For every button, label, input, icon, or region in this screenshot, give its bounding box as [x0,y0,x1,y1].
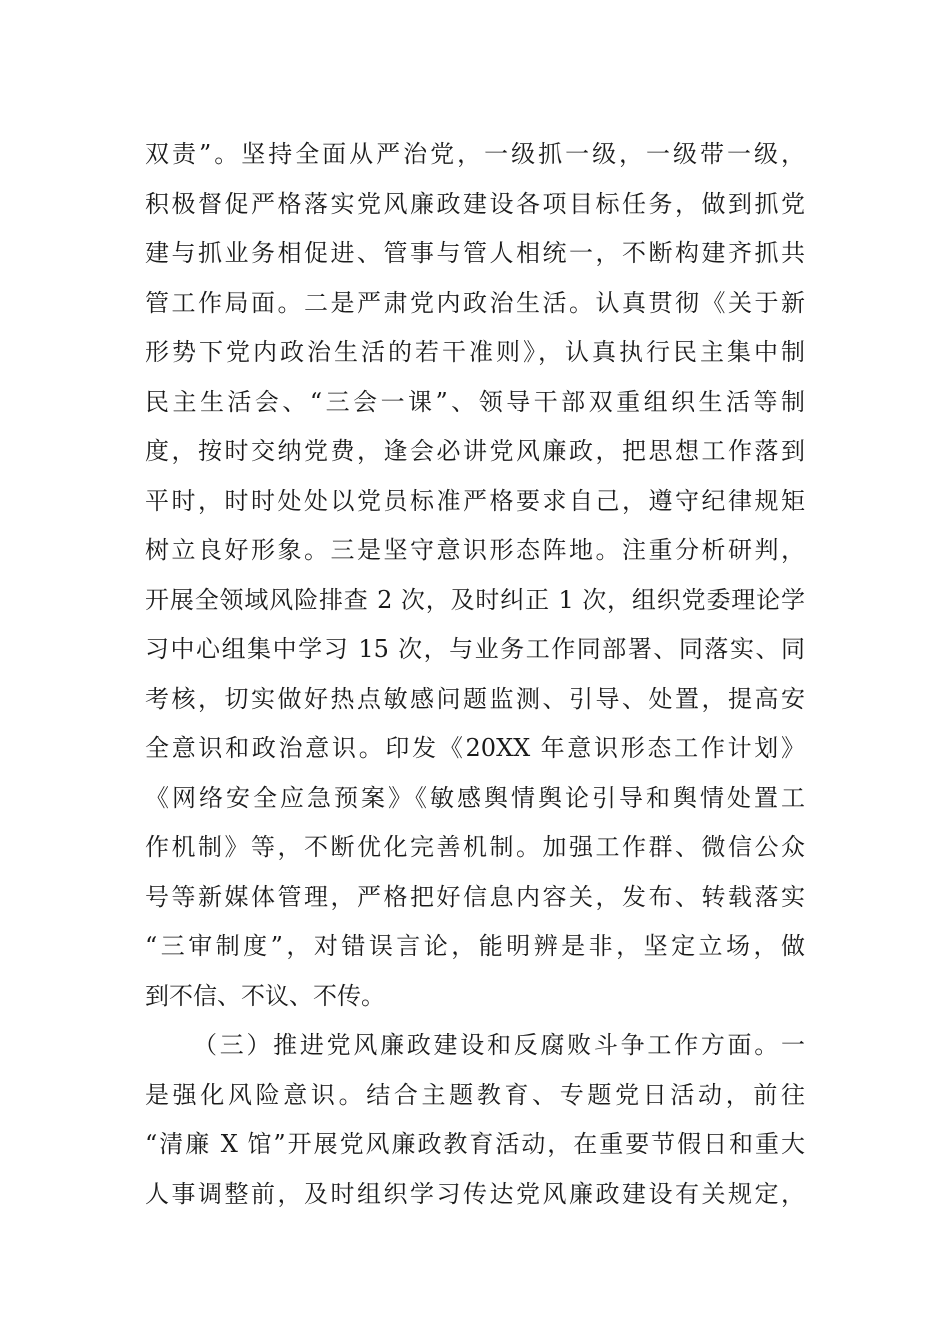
text-line: 人事调整前，及时组织学习传达党风廉政建设有关规定， [145,1179,805,1208]
text-line: 度，按时交纳党费，逢会必讲党风廉政，把思想工作落到 [145,437,805,465]
text-line: 形势下党内政治生活的若干准则》，认真执行民主集中制 [145,338,805,366]
text-line: “清廉 X 馆”开展党风廉政教育活动，在重要节假日和重大 [145,1130,805,1158]
text-line: 管工作局面。二是严肃党内政治生活。认真贯彻《关于新 [145,288,805,317]
text-line: 到不信、不议、不传。 [145,981,385,1010]
text-line: 平时，时时处处以党员标准严格要求自己，遵守纪律规矩 [145,486,805,515]
text-line: 树立良好形象。三是坚守意识形态阵地。注重分析研判， [145,536,805,564]
text-line: 《网络安全应急预案》《敏感舆情舆论引导和舆情处置工 [145,783,805,812]
text-line: 考核，切实做好热点敏感问题监测、引导、处置，提高安 [145,684,805,713]
text-line: 号等新媒体管理，严格把好信息内容关，发布、转载落实 [145,882,805,911]
text-line: 全意识和政治意识。印发《20XX 年意识形态工作计划》 [145,734,805,762]
text-line: 习中心组集中学习 15 次，与业务工作同部署、同落实、同 [145,635,805,663]
text-line: “三审制度”，对错误言论，能明辨是非，坚定立场，做 [145,932,805,960]
text-line: 作机制》等，不断优化完善机制。加强工作群、微信公众 [145,833,805,861]
text-line: 建与抓业务相促进、管事与管人相统一，不断构建齐抓共 [145,239,805,267]
text-line: 民主生活会、“三会一课”、领导干部双重组织生活等制 [145,387,805,416]
section-heading-line: （三）推进党风廉政建设和反腐败斗争工作方面。一 [193,1031,805,1059]
text-line: 是强化风险意识。结合主题教育、专题党日活动，前往 [145,1080,805,1109]
text-line: 积极督促严格落实党风廉政建设各项目标任务，做到抓党 [145,189,805,218]
text-line: 双责”。坚持全面从严治党，一级抓一级，一级带一级， [145,140,805,168]
text-line: 开展全领域风险排查 2 次，及时纠正 1 次，组织党委理论学 [145,585,805,614]
